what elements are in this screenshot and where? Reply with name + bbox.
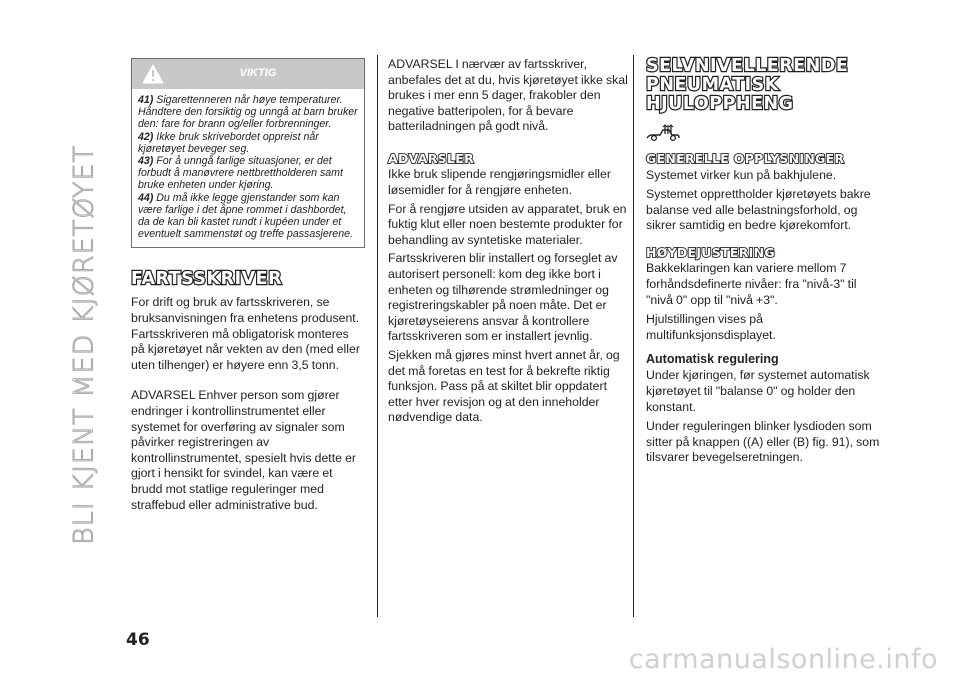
column-3: [646, 57, 882, 466]
air-suspension-icon: [646, 124, 680, 142]
auto-regulation-paragraph: Under kjøringen, før systemet automatisk kjøretøyet til "balanse 0" og holder den konstant.: [646, 368, 870, 414]
warning-body: [132, 89, 364, 247]
column-divider: [377, 55, 378, 617]
height-adjustment-heading: HØYDEJUSTERING: [646, 244, 775, 260]
fartsskriver-warning-paragraph: ADVARSEL Enhver person som gjører endringer i kontrollinstrumentet eller systemet for overføring av signaler som påvirker registreringen av kontrollinstrumentet, spesielt hvis dette er gjort i hensikt for svindel, kan være et brudd mot statlige reguleringer med straffebud eller administrative bud.: [131, 388, 357, 512]
warning-box-header: [132, 59, 364, 89]
fartsskriver-paragraph: For drift og bruk av fartsskriveren, se bruksanvisningen fra enhetens produsent. Fartsskriveren må obligatorisk monteres på kjøretøyet når vekten av den (med eller uten tilhenger) er høyere enn 3,5 tonn.: [131, 295, 360, 372]
battery-warning-paragraph: ADVARSEL I nærvær av fartsskriver, anbefales det at du, hvis kjøretøyet ikke skal brukes i mer enn 5 dager, frakobler den negative batteripolen, for å bevare batteriladningen på godt nivå.: [388, 57, 628, 134]
warning-item-number: 42): [138, 130, 154, 143]
advarsler-paragraph: Ikke bruk slipende rengjøringsmidler eller løsemidler for å rengjøre enheten.: [388, 167, 611, 198]
height-adjustment-paragraph: Hjulstillingen vises på multifunksjonsdisplayet.: [646, 312, 776, 342]
advarsler-paragraph: For å rengjøre utsiden av apparatet, bruk en fuktig klut eller noen bestemte produkter for behandling av syntetiske materialer.: [388, 201, 627, 247]
column-1: [131, 58, 365, 513]
warning-item: [138, 131, 358, 155]
auto-regulation-heading: Automatisk regulering: [646, 352, 779, 367]
warning-item: [138, 192, 358, 241]
advarsler-paragraph: Sjekken må gjøres minst hvert annet år, og det må foretas en test for å bekrefte riktig funksjon. Pass på at skiltet blir oppdatert etter hver revisjon og at den inneholder nødvendige data.: [388, 348, 620, 425]
warning-item-number: 43): [138, 155, 154, 168]
fartsskriver-heading: FARTSSKRIVER: [131, 269, 283, 290]
warning-item-text: Ikke bruk skrivebordet oppreist når kjøretøyet beveger seg.: [138, 130, 319, 155]
column-divider: [633, 55, 634, 617]
warning-item-number: 44): [138, 191, 154, 204]
watermark: carmanualsonline.info: [628, 644, 938, 675]
warning-item-text: For å unngå farlige situasjoner, er det forbudt å manøvrere nettbrettholderen samt bruke enheten under kjøring.: [138, 155, 343, 192]
advarsler-heading: ADVARSLER: [388, 150, 475, 166]
section-side-title-text: BLI KJENT MED KJØRETØYET: [68, 144, 100, 546]
general-info-heading: GENERELLE OPPLYSNINGER: [646, 151, 845, 166]
general-info-paragraph: Systemet virker kun på bakhjulene.: [646, 167, 837, 182]
warning-item: [138, 94, 358, 131]
warning-item-text: Sigarettenneren når høye temperaturer. Håndtere den forsiktig og unngå at barn bruker den: fare for brann og/eller forbrenninger.: [138, 94, 358, 131]
warning-box: [131, 58, 365, 248]
page-number: 46: [126, 630, 150, 650]
warning-item-number: 41): [138, 94, 154, 106]
suspension-heading: SELVNIVELLERENDE PNEUMATISK HJULOPPHENG: [646, 56, 849, 114]
advarsler-paragraph: Fartsskriveren blir installert og forseglet av autorisert personell: kom deg ikke bort i enheten og tilhørende strømledninger og registreringskabler på noen måte. Det er kjøretøyseierens ansvar å kontrollere fartsskriveren som er installert jevnlig.: [388, 251, 618, 344]
auto-regulation-paragraph: Under reguleringen blinker lysdioden som sitter på knappen ((A) eller (B) fig. 91), som tilsvarer bevegelseretningen.: [646, 419, 880, 465]
warning-item: [138, 155, 358, 192]
column-2: [388, 57, 628, 426]
warning-item-text: Du må ikke legge gjenstander som kan være farlige i det åpne rommet i dashbordet, da de kan bli kastet rundt i kupéen under et eventuelt sammenstøt og treffe passasjerene.: [138, 191, 353, 241]
height-adjustment-paragraph: Bakkeklaringen kan variere mellom 7 forhåndsdefinerte nivåer: fra "nivå-3" til "nivå 0" opp til "nivå +3".: [646, 261, 857, 307]
warning-heading: VIKTIG: [239, 67, 277, 79]
general-info-paragraph: Systemet opprettholder kjøretøyets bakre balanse ved alle belastningsforhold, og sikrer samtidig en bedre kjørekomfort.: [646, 187, 871, 233]
